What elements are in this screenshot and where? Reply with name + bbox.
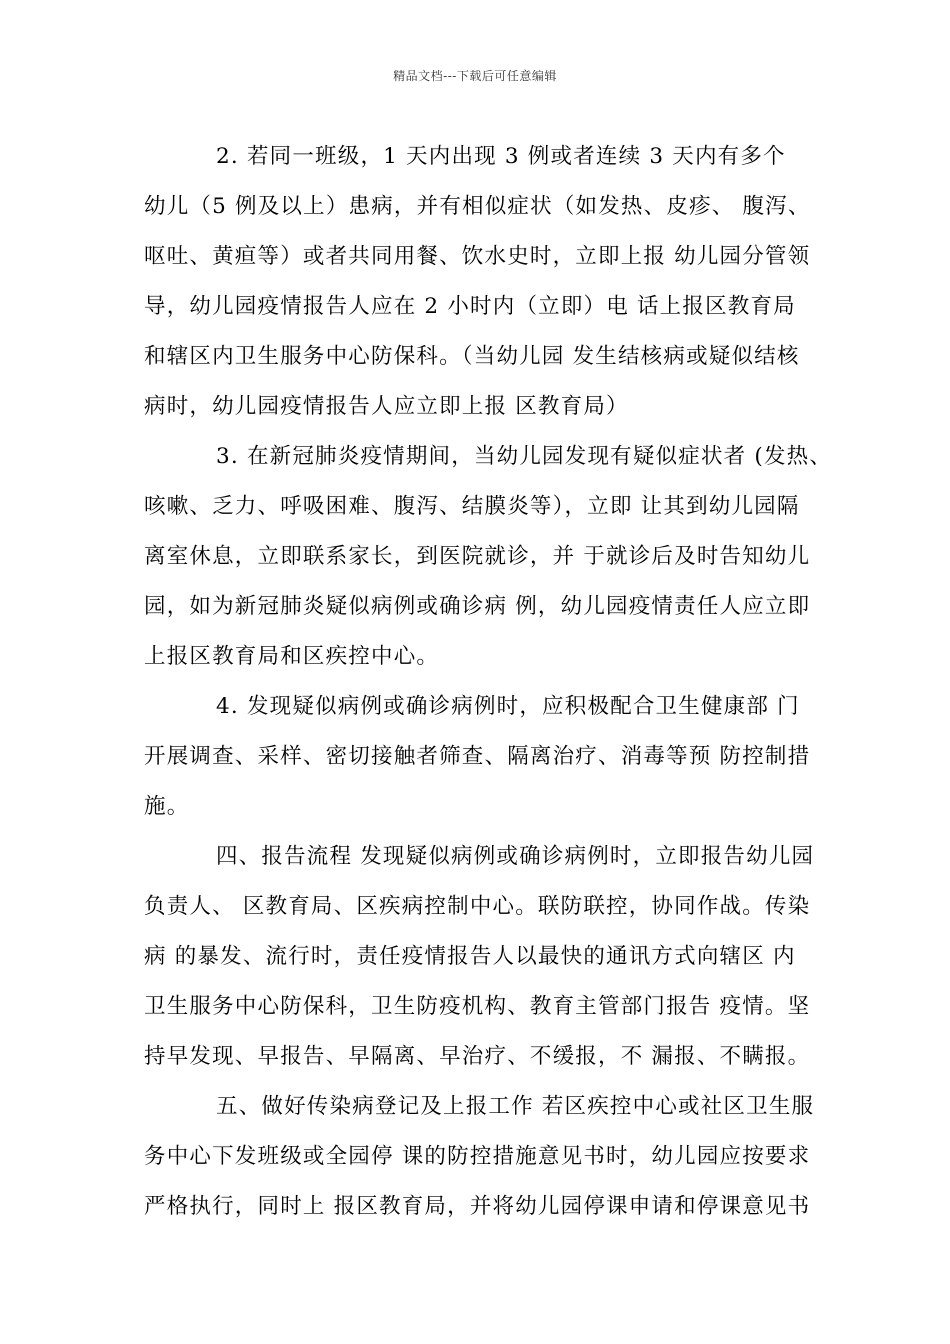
text-line: 咳嗽、乏力、呼吸困难、腹泻、结膜炎等），立即 让其到幼儿园隔 [144, 494, 800, 519]
text-line: 2. 若同一班级，1 天内出现 3 例或者连续 3 天内有多个 [216, 144, 786, 169]
text-line: 3. 在新冠肺炎疫情期间，当幼儿园发现有疑似症状者 (发热、 [216, 444, 833, 469]
text-line: 负责人、 区教育局、区疾病控制中心。联防联控，协同作战。传染 [144, 894, 811, 919]
text-line: 呕吐、黄疸等）或者共同用餐、饮水史时，立即上报 幼儿园分管领 [144, 244, 811, 269]
text-line: 导，幼儿园疫情报告人应在 2 小时内（立即）电 话上报区教育局 [144, 294, 796, 319]
section-four-reporting-process [144, 832, 824, 1082]
page-header: 精品文档---下载后可任意编辑 [393, 69, 557, 83]
text-line: 持早发现、早报告、早隔离、早治疗、不缓报，不 漏报、不瞒报。 [144, 1044, 811, 1069]
text-line: 施。 [144, 794, 190, 819]
text-line: 园，如为新冠肺炎疑似病例或确诊病 例，幼儿园疫情责任人应立即 [144, 594, 811, 619]
text-line: 和辖区内卫生服务中心防保科。（当幼儿园 发生结核病或疑似结核 [144, 344, 800, 369]
paragraph-3 [144, 432, 833, 682]
text-line: 五、做好传染病登记及上报工作 若区疾控中心或社区卫生服 [216, 1094, 815, 1119]
text-line: 卫生服务中心防保科，卫生防疫机构、教育主管部门报告 疫情。坚 [144, 994, 811, 1019]
paragraph-4 [144, 682, 824, 832]
text-line: 严格执行，同时上 报区教育局，并将幼儿园停课申请和停课意见书 [144, 1194, 811, 1219]
text-line: 4. 发现疑似病例或确诊病例时，应积极配合卫生健康部 门 [216, 694, 800, 719]
text-line: 务中心下发班级或全园停 课的防控措施意见书时，幼儿园应按要求 [144, 1144, 811, 1169]
section-five-registration [144, 1082, 824, 1232]
text-line: 上报区教育局和区疾控中心。 [144, 644, 440, 669]
paragraph-2 [144, 132, 824, 432]
text-line: 病 的暴发、流行时，责任疫情报告人以最快的通讯方式向辖区 内 [144, 944, 796, 969]
text-line: 四、报告流程 发现疑似病例或确诊病例时，立即报告幼儿园 [216, 844, 815, 869]
text-line: 开展调查、采样、密切接触者筛查、隔离治疗、消毒等预 防控制措 [144, 744, 811, 769]
text-line: 病时，幼儿园疫情报告人应立即上报 区教育局） [144, 394, 629, 419]
document-body [144, 132, 833, 1232]
text-line: 离室休息，立即联系家长，到医院就诊，并 于就诊后及时告知幼儿 [144, 544, 811, 569]
text-line: 幼儿（5 例及以上）患病，并有相似症状（如发热、皮疹、 腹泻、 [144, 194, 811, 219]
